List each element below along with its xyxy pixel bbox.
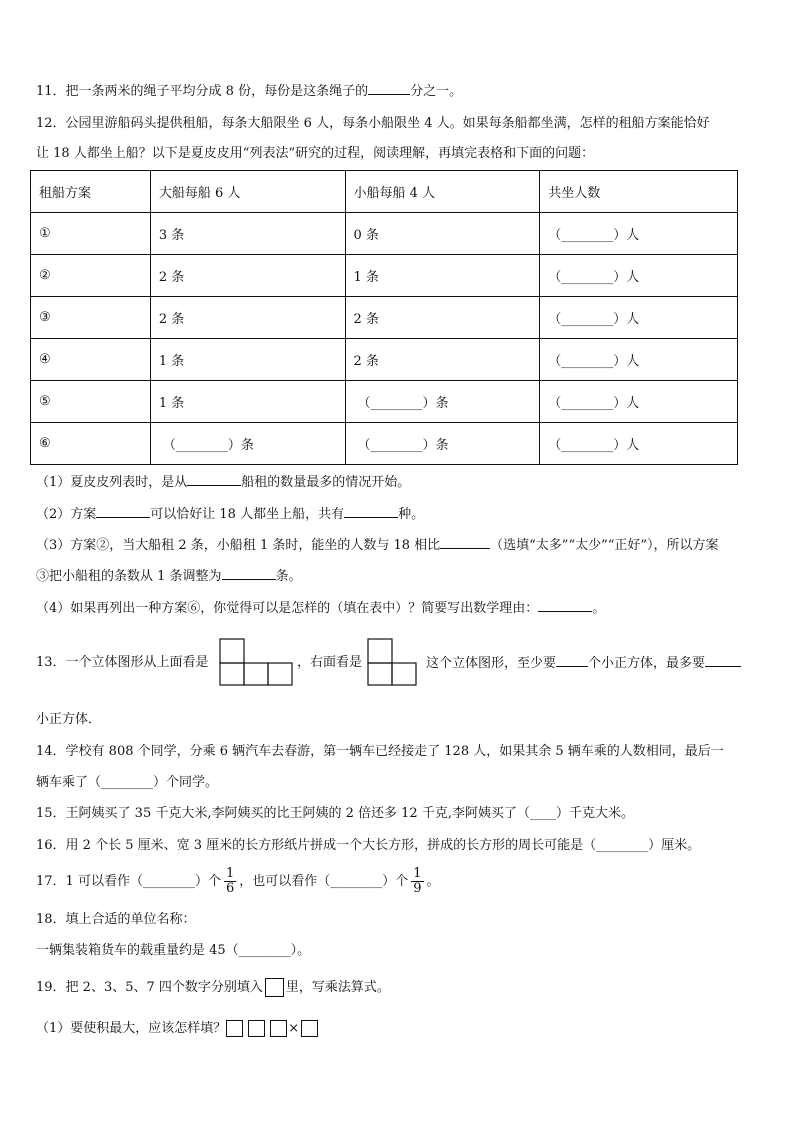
q19-text-a: 19．把 2、3、5、7 四个数字分别填入	[36, 980, 263, 995]
q12-sub3-blank2[interactable]	[222, 567, 276, 580]
plan-cell: ⑥	[31, 423, 151, 465]
q12-sub1-text: （1）夏皮皮列表时，是从	[36, 475, 188, 490]
q15-line: 15．王阿姨买了 35 千克大米,李阿姨买的比王阿姨的 2 倍还多 12 千克,李阿姨买了（____）千克大米。	[36, 806, 634, 821]
q17-text-b: ，也可以看作（________）个	[239, 874, 409, 889]
q12-sub2-text: （2）方案	[36, 507, 97, 522]
q13-text-d: 个小正方体，最多要	[588, 656, 706, 671]
q11-text: 11．把一条两米的绳子平均分成 8 份，每份是这条绳子的	[36, 84, 369, 99]
q11-text-end: 分之一。	[410, 84, 463, 99]
times-sign: ×	[288, 1021, 300, 1036]
table-row	[31, 213, 738, 255]
big-cell: 2 条	[150, 255, 345, 297]
q13-blank-max[interactable]	[705, 654, 741, 667]
q12-sub3-blank1[interactable]	[440, 536, 490, 549]
q12-sub1-text-end: 船租的数量最多的情况开始。	[241, 475, 411, 490]
q19-text-b: 里，写乘法算式。	[285, 980, 390, 995]
q13-text-e: 小正方体．	[36, 712, 102, 727]
big-cell: 2 条	[150, 297, 345, 339]
frac-numerator: 1	[225, 866, 235, 881]
q14-line2: 辆车乘了（________）个同学。	[36, 775, 219, 790]
fraction-one-sixth	[224, 867, 236, 896]
header-big-boat: 大船每船 6 人	[150, 171, 345, 213]
big-cell: 3 条	[150, 213, 345, 255]
total-cell[interactable]: （________）人	[540, 255, 738, 297]
q12-sub2-blank2[interactable]	[344, 505, 398, 518]
plan-cell: ②	[31, 255, 151, 297]
q13-text-a: 13．一个立体图形从上面看是	[36, 655, 209, 670]
frac-denominator: 6	[225, 881, 235, 896]
q16-line: 16．用 2 个长 5 厘米、宽 3 厘米的长方形纸片拼成一个大长方形，拼成的长方形的周长可能是（________）厘米。	[36, 838, 701, 853]
header-small-boat: 小船每船 4 人	[345, 171, 540, 213]
q12-sub3-text: （3）方案②，当大船租 2 条，小船租 1 条时，能坐的人数与 18 相比	[36, 538, 441, 553]
digit-box[interactable]	[270, 1020, 287, 1037]
q13-line-end	[426, 654, 741, 673]
fraction-one-ninth	[411, 867, 423, 896]
q19-sub1	[36, 1020, 323, 1038]
table-row	[31, 381, 738, 423]
q12-sub3-text-mid: （选填“太多”“太少”“正好”），所以方案	[490, 538, 719, 553]
q13-text-c: 这个立体图形，至少要	[426, 656, 557, 671]
blank-box	[265, 978, 284, 997]
table-row	[31, 339, 738, 381]
q19-line	[36, 978, 390, 997]
frac-denominator: 9	[413, 881, 422, 896]
frac-numerator: 1	[413, 866, 422, 881]
q12-sub1-blank[interactable]	[187, 473, 241, 486]
q19-sub1-text: （1）要使积最大，应该怎样填？	[36, 1021, 227, 1036]
small-cell: 0 条	[345, 213, 540, 255]
plan-cell: ③	[31, 297, 151, 339]
table-row	[31, 255, 738, 297]
q12-sub3-line1	[36, 536, 719, 555]
small-cell: 2 条	[345, 297, 540, 339]
plan-cell: ①	[31, 213, 151, 255]
top-view-figure	[219, 638, 293, 688]
big-cell: 1 条	[150, 339, 345, 381]
q12-sub2-blank1[interactable]	[96, 505, 150, 518]
q13-blank-min[interactable]	[556, 654, 588, 667]
q18-line1: 18．填上合适的单位名称：	[36, 912, 196, 927]
table-header-row	[31, 171, 738, 213]
header-total: 共坐人数	[540, 171, 738, 213]
small-cell[interactable]: （________）条	[345, 381, 540, 423]
total-cell[interactable]: （________）人	[540, 381, 738, 423]
small-cell: 2 条	[345, 339, 540, 381]
q11-blank[interactable]	[368, 82, 410, 95]
header-plan: 租船方案	[31, 171, 151, 213]
q12-sub2	[36, 505, 424, 524]
q18-line2: 一辆集装箱货车的载重量约是 45（________）。	[36, 943, 311, 958]
q12-line1: 12．公园里游船码头提供租船，每条大船限坐 6 人，每条小船限坐 4 人。如果每条船都坐满，怎样的租船方案能恰好	[36, 116, 710, 131]
digit-box[interactable]	[248, 1020, 265, 1037]
table-row	[31, 297, 738, 339]
q17-text-c: 。	[426, 874, 440, 889]
boat-rental-table	[30, 170, 738, 465]
q14-line1: 14．学校有 808 个同学，分乘 6 辆汽车去春游，第一辆车已经接走了 128 人，如果其余 5 辆车乘的人数相同，最后一	[36, 744, 724, 759]
q12-sub4-blank[interactable]	[538, 599, 592, 612]
q12-sub4-text-end: 。	[592, 601, 606, 616]
digit-box[interactable]	[226, 1020, 243, 1037]
q12-sub3-text2: ③把小船租的条数从 1 条调整为	[36, 569, 222, 584]
right-view-figure	[367, 638, 417, 688]
total-cell[interactable]: （________）人	[540, 339, 738, 381]
q12-sub2-text-end: 种。	[398, 507, 425, 522]
q17-text-a: 17．1 可以看作（________）个	[36, 874, 221, 889]
q12-line2: 让 18 人都坐上船？以下是夏皮皮用“列表法”研究的过程，阅读理解，再填完表格和下面的问题：	[36, 146, 595, 161]
q12-sub2-text-mid: 可以恰好让 18 人都坐上船，共有	[150, 507, 345, 522]
q17-line	[36, 862, 440, 902]
digit-box[interactable]	[301, 1020, 318, 1037]
q12-sub4	[36, 599, 605, 618]
plan-cell: ⑤	[31, 381, 151, 423]
total-cell[interactable]: （________）人	[540, 213, 738, 255]
total-cell[interactable]: （________）人	[540, 297, 738, 339]
q12-sub4-text: （4）如果再列出一种方案⑥，你觉得可以是怎样的（填在表中）？简要写出数学理由：	[36, 601, 539, 616]
table-row	[31, 423, 738, 465]
q13-text-b: ，右面看是	[297, 655, 363, 670]
q12-sub3-text-end: 条。	[275, 569, 302, 584]
small-cell[interactable]: （________）条	[345, 423, 540, 465]
big-cell: 1 条	[150, 381, 345, 423]
big-cell[interactable]: （________）条	[150, 423, 345, 465]
q11-line	[36, 82, 462, 101]
q12-sub3-line2	[36, 567, 302, 586]
plan-cell: ④	[31, 339, 151, 381]
small-cell: 1 条	[345, 255, 540, 297]
q12-sub1	[36, 473, 410, 492]
total-cell[interactable]: （________）人	[540, 423, 738, 465]
